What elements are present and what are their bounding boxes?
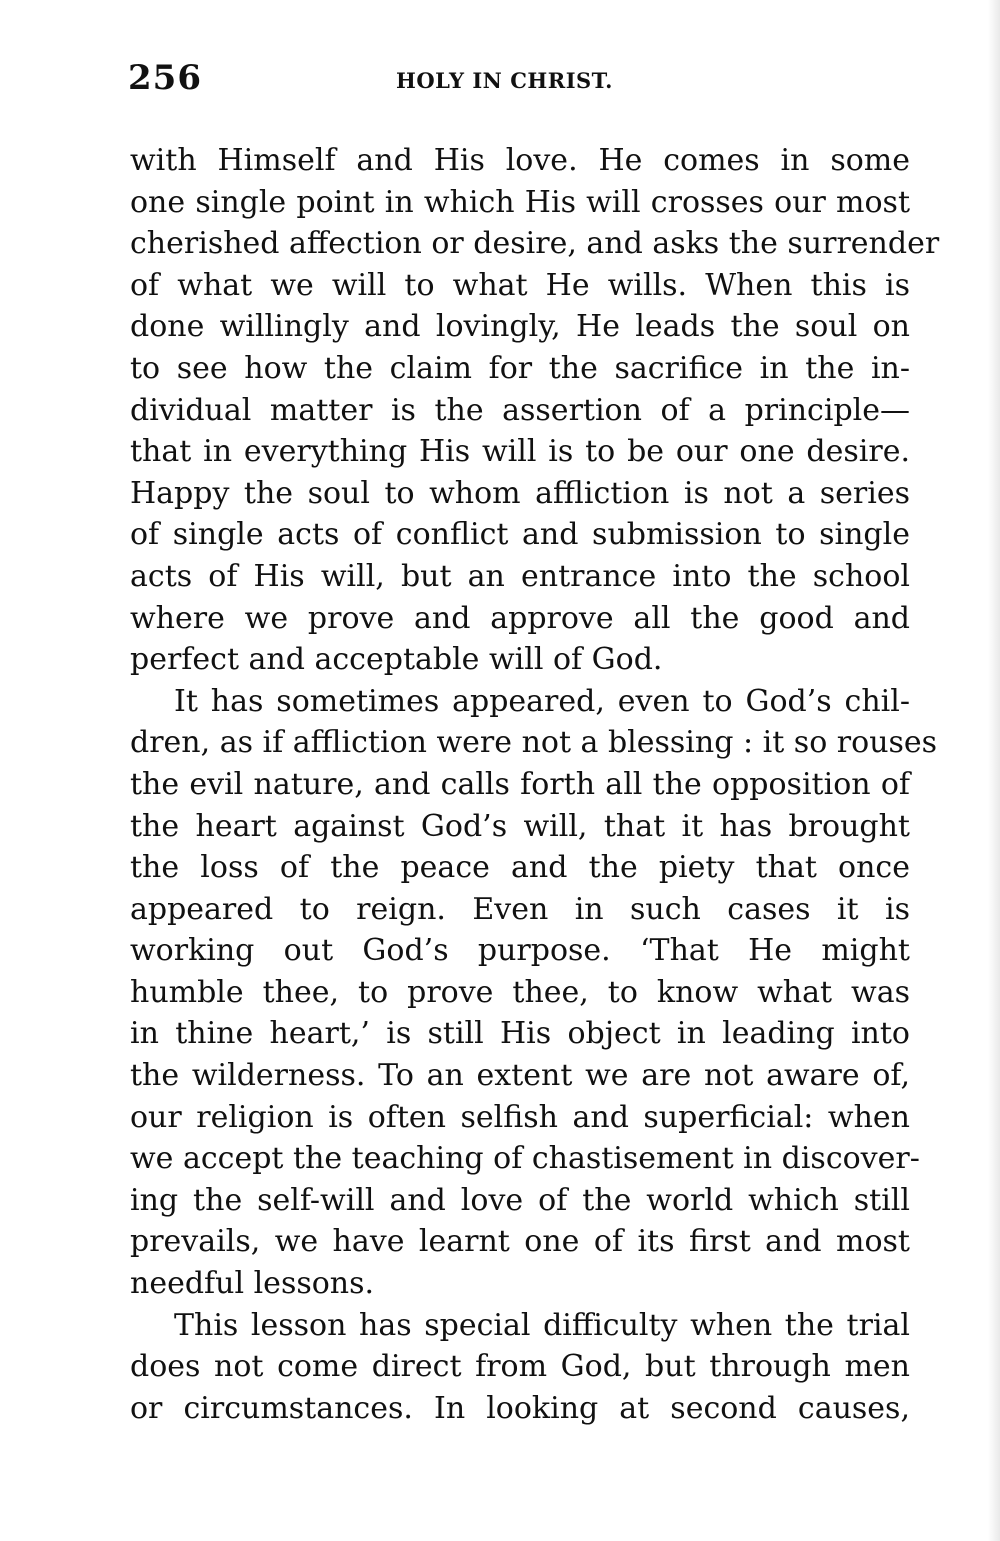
- text-line: the loss of the peace and the piety that once: [130, 850, 910, 886]
- text-line: prevails, we have learnt one of its first and most: [130, 1224, 910, 1260]
- text-line: one single point in which His will crosses our most: [130, 184, 910, 220]
- page-number: 256: [128, 58, 202, 98]
- text-line: in thine heart,’ is still His object in leading into: [130, 1016, 910, 1052]
- text-line: perfect and acceptable will of God.: [130, 642, 663, 678]
- text-line: appeared to reign. Even in such cases it is: [130, 891, 910, 927]
- text-line: dividual matter is the assertion of a principle—: [130, 392, 910, 428]
- text-line: working out God’s purpose. ‘That He might: [130, 933, 910, 969]
- running-title: HOLY IN CHRIST.: [396, 68, 613, 93]
- text-line: needful lessons.: [130, 1266, 375, 1302]
- paragraph-3: [130, 1305, 910, 1430]
- text-line: of single acts of conflict and submission to single: [130, 517, 910, 553]
- text-line: does not come direct from God, but through men: [130, 1349, 910, 1385]
- paragraph-2: [130, 681, 938, 1305]
- text-line: of what we will to what He wills. When this is: [130, 267, 910, 303]
- text-line: acts of His will, but an entrance into the school: [130, 558, 910, 594]
- text-line: humble thee, to prove thee, to know what was: [130, 974, 910, 1010]
- text-line: the evil nature, and calls forth all the opposition of: [130, 766, 910, 802]
- text-line: This lesson has special difficulty when the trial: [174, 1307, 910, 1343]
- text-line: the heart against God’s will, that it has brought: [130, 808, 910, 844]
- text-line: or circumstances. In looking at second causes,: [130, 1390, 910, 1426]
- text-line: Happy the soul to whom affliction is not a series: [130, 475, 910, 511]
- text-line: our religion is often selfish and superficial: when: [130, 1099, 910, 1135]
- text-line: we accept the teaching of chastisement in discover-: [130, 1141, 920, 1177]
- text-line: that in everything His will is to be our one desire.: [130, 434, 910, 470]
- text-line: with Himself and His love. He comes in some: [130, 143, 910, 178]
- paragraph-1: [130, 140, 940, 681]
- body-text: [130, 140, 940, 1429]
- text-line: done willingly and lovingly, He leads the soul on: [130, 309, 910, 345]
- text-line: ing the self-will and love of the world which still: [130, 1182, 910, 1218]
- page-edge-shadow: [988, 0, 1000, 1541]
- text-line: dren, as if affliction were not a blessing : it so rouses: [130, 725, 938, 761]
- text-line: It has sometimes appeared, even to God’s chil-: [174, 683, 910, 719]
- text-line: cherished affection or desire, and asks the surrender: [130, 226, 940, 262]
- text-line: the wilderness. To an extent we are not aware of,: [130, 1058, 910, 1094]
- text-line: where we prove and approve all the good and: [130, 600, 910, 636]
- text-line: to see how the claim for the sacrifice in the in-: [130, 350, 910, 386]
